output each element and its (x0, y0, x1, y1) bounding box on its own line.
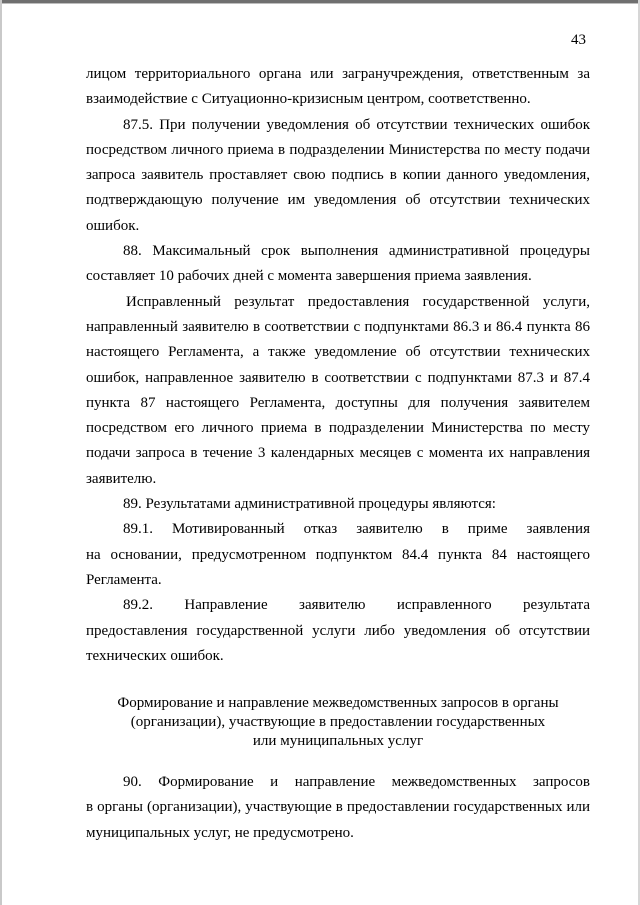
body-line: предоставления государственной услуги либо уведомления об отсутствии (86, 622, 590, 639)
body-line: посредством его личного приема в подразделении Министерства по месту (86, 420, 590, 437)
body-line: на основании, предусмотренном подпунктом 84.4 пункта 84 настоящего (86, 546, 590, 563)
body-line: настоящего Регламента, а также уведомление об отсутствии технических (86, 344, 590, 361)
body-line: 87.5. При получении уведомления об отсутствии технических ошибок (123, 116, 590, 133)
body-line: технических ошибок. (86, 647, 224, 664)
body-line: посредством личного приема в подразделении Министерства по месту подачи (86, 141, 590, 158)
document-body (86, 62, 590, 669)
scan-left-edge (0, 0, 2, 905)
body-line: ошибок. (86, 217, 140, 234)
body-line: ошибок, направленное заявителю в соответствии с подпунктами 87.3 и 87.4 (86, 369, 590, 386)
body-line: в органы (организации), участвующие в предоставлении государственных или (86, 799, 590, 816)
body-line: 88. Максимальный срок выполнения административной процедуры (123, 243, 590, 260)
body-line: взаимодействие с Ситуационно-кризисным центром, соответственно. (86, 91, 531, 108)
body-line: пункта 87 настоящего Регламента, доступны для получения заявителем (86, 394, 590, 411)
body-line: лицом территориального органа или загранучреждения, ответственным за (86, 66, 590, 82)
body-line: подтверждающую получение им уведомления об отсутствии технических (86, 192, 590, 209)
page-number: 43 (571, 32, 586, 48)
body-line: муниципальных услуг, не предусмотрено. (86, 824, 354, 841)
section-body (86, 770, 590, 846)
body-line: Регламента. (86, 571, 162, 588)
body-line: заявителю. (86, 470, 157, 487)
section-heading (86, 694, 590, 751)
body-line: 89.2. Направление заявителю исправленного результата (123, 597, 590, 614)
body-line: направленный заявителю в соответствии с подпунктами 86.3 и 86.4 пункта 86 (86, 318, 590, 335)
heading-line: Формирование и направление межведомственных запросов в органы (117, 695, 559, 711)
heading-line: или муниципальных услуг (252, 733, 424, 749)
body-line: 89. Результатами административной процедуры являются: (123, 496, 496, 513)
scan-top-edge-shadow (0, 3, 640, 4)
body-line: составляет 10 рабочих дней с момента завершения приема заявления. (86, 268, 532, 285)
body-line: Исправленный результат предоставления государственной услуги, (126, 293, 590, 310)
heading-line: (организации), участвующие в предоставлении государственных (130, 714, 546, 730)
body-line: 90. Формирование и направление межведомственных запросов (123, 774, 590, 790)
body-line: запроса заявитель проставляет свою подпись в копии данного уведомления, (86, 167, 590, 184)
body-line: 89.1. Мотивированный отказ заявителю в приме заявления (123, 521, 590, 538)
body-line: подачи запроса в течение 3 календарных месяцев с момента их направления (86, 445, 590, 462)
